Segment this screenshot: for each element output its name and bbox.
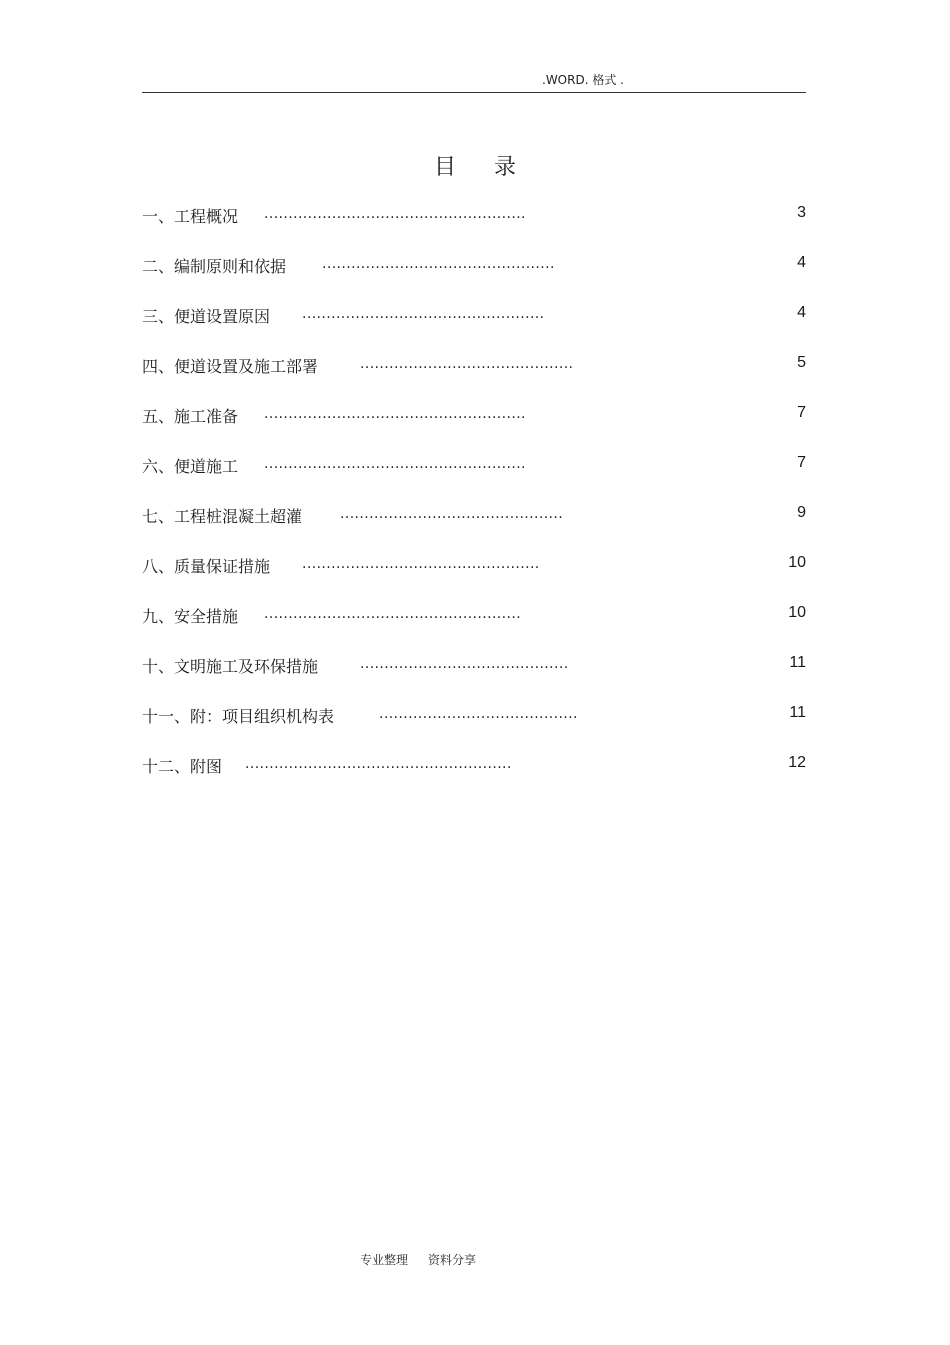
toc-entry-leader: ..................................................... <box>264 606 522 622</box>
toc-entry-label: 七、工程桩混凝土超灌 <box>142 507 303 526</box>
toc-entry-page: 11 <box>789 654 806 671</box>
page-header <box>142 68 806 93</box>
toc-entry[interactable] <box>142 204 806 254</box>
footer-text-right: 资料分享 <box>428 1253 477 1267</box>
toc-entry[interactable] <box>142 554 806 604</box>
toc-entry[interactable] <box>142 604 806 654</box>
toc-entry-label: 二、编制原则和依据 <box>142 257 287 276</box>
toc-entry-label: 十二、附图 <box>142 757 223 776</box>
toc-entry-leader: .................................................. <box>302 306 545 322</box>
toc-entry[interactable] <box>142 254 806 304</box>
toc-entry-page: 11 <box>789 704 806 721</box>
footer-text-left: 专业整理 <box>360 1253 409 1267</box>
toc-entry-page: 7 <box>797 404 806 421</box>
toc-entry-leader: ................................................. <box>302 556 540 572</box>
toc-entry-label: 十一、附：项目组织机构表 <box>142 707 335 726</box>
toc-entry-page: 7 <box>797 454 806 471</box>
toc-entry-page: 10 <box>788 554 806 571</box>
toc-entry[interactable] <box>142 454 806 504</box>
toc-entry[interactable] <box>142 354 806 404</box>
table-of-contents <box>142 204 806 804</box>
toc-entry-leader: ...................................................... <box>264 406 526 422</box>
header-text: .WORD. 格式 . <box>542 73 624 87</box>
toc-title-char: 录 <box>494 155 517 180</box>
toc-entry-page: 12 <box>788 754 806 771</box>
toc-entry[interactable] <box>142 654 806 704</box>
toc-entry-leader: ....................................................... <box>245 756 512 772</box>
page-footer <box>360 1251 476 1268</box>
toc-entry-label: 八、质量保证措施 <box>142 557 271 576</box>
toc-entry-leader: .............................................. <box>340 506 564 522</box>
toc-title <box>0 150 950 181</box>
toc-entry-page: 9 <box>797 504 806 521</box>
toc-entry-label: 九、安全措施 <box>142 607 239 626</box>
toc-entry-label: 十、文明施工及环保措施 <box>142 657 319 676</box>
toc-entry-label: 五、施工准备 <box>142 407 239 426</box>
toc-entry-page: 4 <box>797 254 806 271</box>
toc-entry-leader: ...................................................... <box>264 456 526 472</box>
toc-entry-label: 六、便道施工 <box>142 457 239 476</box>
toc-entry-leader: ................................................ <box>322 256 555 272</box>
toc-title-char: 目 <box>433 155 456 180</box>
toc-entry-page: 4 <box>797 304 806 321</box>
toc-entry[interactable] <box>142 704 806 754</box>
toc-entry-page: 5 <box>797 354 806 371</box>
toc-entry-leader: ........................................... <box>360 656 569 672</box>
toc-entry[interactable] <box>142 504 806 554</box>
toc-entry[interactable] <box>142 754 806 804</box>
toc-entry-leader: ............................................ <box>360 356 574 372</box>
toc-entry-label: 一、工程概况 <box>142 207 239 226</box>
toc-entry-label: 三、便道设置原因 <box>142 307 271 326</box>
toc-entry-label: 四、便道设置及施工部署 <box>142 357 319 376</box>
toc-entry-leader: ...................................................... <box>264 206 526 222</box>
toc-entry-page: 3 <box>797 204 806 221</box>
toc-entry-leader: ......................................... <box>379 706 578 722</box>
toc-entry[interactable] <box>142 304 806 354</box>
toc-entry-page: 10 <box>788 604 806 621</box>
toc-entry[interactable] <box>142 404 806 454</box>
